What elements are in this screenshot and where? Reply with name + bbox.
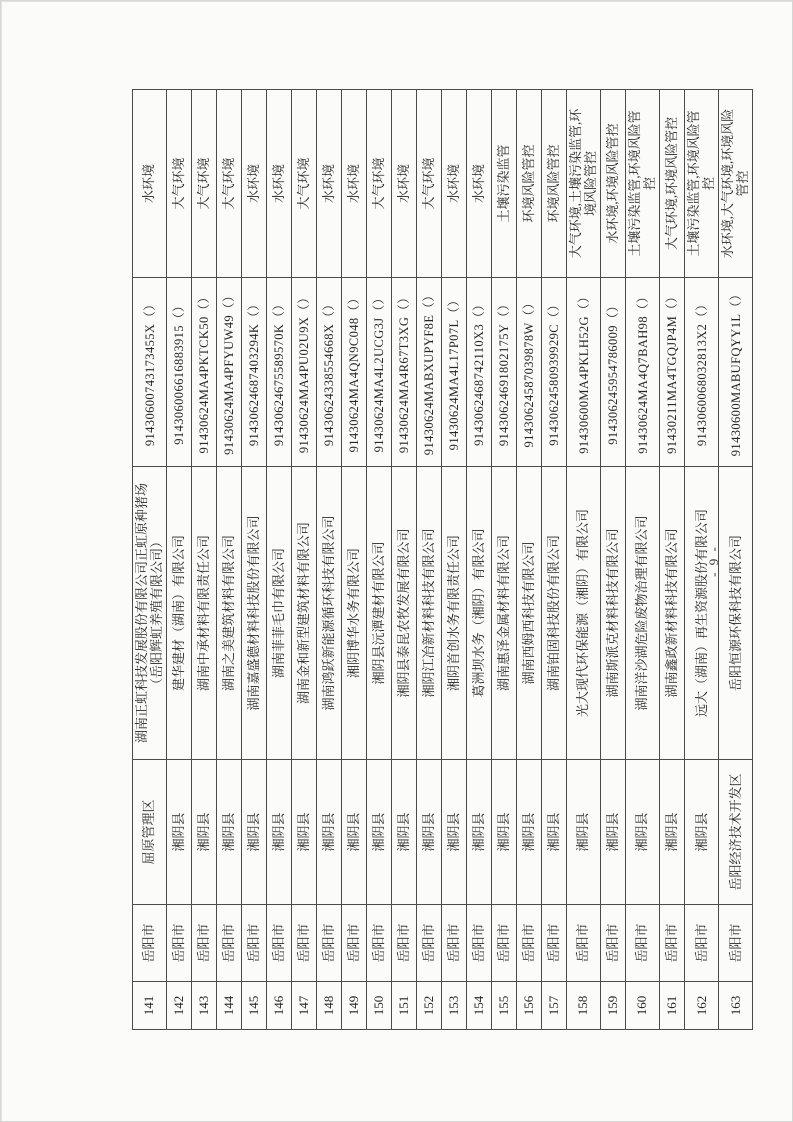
cell-serial-number: 150 — [367, 982, 392, 1030]
cell-serial-number: 146 — [267, 982, 292, 1030]
cell-company-name: 湘阴博华水务有限公司 — [342, 467, 367, 760]
cell-company-name: 湘阴县沅潭建材有限公司 — [367, 467, 392, 760]
cell-company-name: 湘阴江冶新材料科技有限公司 — [417, 467, 442, 760]
cell-company-name: 建华建材（湖南）有限公司 — [167, 467, 192, 760]
cell-serial-number: 160 — [626, 982, 660, 1030]
cell-district: 湘阴县 — [217, 760, 242, 905]
cell-city: 岳阳市 — [242, 905, 267, 982]
cell-category: 大气环境 — [217, 90, 242, 278]
table-row — [601, 90, 626, 1030]
cell-serial-number: 161 — [660, 982, 685, 1030]
cell-district: 湘阴县 — [685, 760, 719, 905]
cell-category: 水环境,大气环境,环境风险管控 — [719, 90, 753, 278]
cell-city: 岳阳市 — [626, 905, 660, 982]
cell-serial-number: 155 — [492, 982, 517, 1030]
cell-city: 岳阳市 — [367, 905, 392, 982]
cell-company-name: 光大现代环保能源（湘阴）有限公司 — [567, 467, 601, 760]
cell-category: 大气环境 — [167, 90, 192, 278]
cell-company-name: 湖南金和新型建筑材料有限公司 — [292, 467, 317, 760]
cell-district: 湘阴县 — [626, 760, 660, 905]
cell-category: 环境风险管控 — [517, 90, 542, 278]
cell-city: 岳阳市 — [217, 905, 242, 982]
cell-district: 湘阴县 — [292, 760, 317, 905]
cell-category: 大气环境,土壤污染监管,环境风险管控 — [567, 90, 601, 278]
table-row — [242, 90, 267, 1030]
cell-serial-number: 152 — [417, 982, 442, 1030]
cell-credit-code: 914306245954786009（） — [601, 278, 626, 467]
cell-credit-code: 9143060068032813X2（） — [685, 278, 719, 467]
cell-credit-code: 9143062468742110X3（） — [467, 278, 492, 467]
cell-category: 大气环境 — [292, 90, 317, 278]
cell-credit-code: 91430600743173455X（） — [133, 278, 167, 467]
cell-city: 岳阳市 — [267, 905, 292, 982]
table-row — [542, 90, 567, 1030]
cell-city: 岳阳市 — [719, 905, 753, 982]
cell-district: 湘阴县 — [567, 760, 601, 905]
cell-serial-number: 154 — [467, 982, 492, 1030]
cell-serial-number: 141 — [133, 982, 167, 1030]
cell-category: 大气环境 — [417, 90, 442, 278]
table-row — [267, 90, 292, 1030]
table-row — [217, 90, 242, 1030]
cell-category: 水环境 — [242, 90, 267, 278]
cell-company-name: 湖南之美建筑材料有限公司 — [217, 467, 242, 760]
cell-credit-code: 91430624587039878W（） — [517, 278, 542, 467]
cell-credit-code: 91430624338554668X（） — [317, 278, 342, 467]
cell-credit-code: 91430624MABXUPYF8E（） — [417, 278, 442, 467]
cell-credit-code: 91430624MA4PKTCK50（） — [192, 278, 217, 467]
cell-serial-number: 143 — [192, 982, 217, 1030]
cell-city: 岳阳市 — [660, 905, 685, 982]
cell-city: 岳阳市 — [292, 905, 317, 982]
cell-district: 湘阴县 — [192, 760, 217, 905]
cell-category: 水环境 — [392, 90, 417, 278]
cell-city: 岳阳市 — [542, 905, 567, 982]
table-row — [367, 90, 392, 1030]
cell-credit-code: 91430624MA4PU02U9X（） — [292, 278, 317, 467]
cell-city: 岳阳市 — [342, 905, 367, 982]
cell-city: 岳阳市 — [517, 905, 542, 982]
cell-category: 水环境 — [267, 90, 292, 278]
cell-city: 岳阳市 — [317, 905, 342, 982]
cell-city: 岳阳市 — [417, 905, 442, 982]
cell-city: 岳阳市 — [192, 905, 217, 982]
table-row — [392, 90, 417, 1030]
table-row — [192, 90, 217, 1030]
cell-district: 湘阴县 — [601, 760, 626, 905]
table-row — [626, 90, 660, 1030]
table-row — [442, 90, 467, 1030]
cell-credit-code: 91430624MA4PFYUW49（） — [217, 278, 242, 467]
cell-category: 大气环境 — [367, 90, 392, 278]
table-row — [133, 90, 167, 1030]
cell-company-name: 湖南嘉盛德材料科技股份有限公司 — [242, 467, 267, 760]
cell-category: 大气环境 — [192, 90, 217, 278]
cell-district: 湘阴县 — [392, 760, 417, 905]
cell-district: 湘阴县 — [517, 760, 542, 905]
cell-credit-code: 91430600MABUFQYY1L（） — [719, 278, 753, 467]
cell-serial-number: 149 — [342, 982, 367, 1030]
cell-serial-number: 156 — [517, 982, 542, 1030]
cell-credit-code: 91430624691802175Y（） — [492, 278, 517, 467]
cell-district: 湘阴县 — [317, 760, 342, 905]
cell-district: 湘阴县 — [167, 760, 192, 905]
cell-city: 岳阳市 — [442, 905, 467, 982]
cell-company-name: 湖南正虹科技发展股份有限公司正虹原种猪场（岳阳辉虹养殖有限公司） — [133, 467, 167, 760]
cell-credit-code: 91430624MA4Q7BAH98（） — [626, 278, 660, 467]
table-row — [342, 90, 367, 1030]
cell-city: 岳阳市 — [392, 905, 417, 982]
cell-city: 岳阳市 — [685, 905, 719, 982]
cell-serial-number: 145 — [242, 982, 267, 1030]
table-row — [467, 90, 492, 1030]
cell-city: 岳阳市 — [467, 905, 492, 982]
cell-company-name: 湖南菲菲毛巾有限公司 — [267, 467, 292, 760]
table-body — [133, 90, 753, 1030]
table-row — [567, 90, 601, 1030]
cell-credit-code: 91430624687403294K（） — [242, 278, 267, 467]
cell-credit-code: 91430624MA4L17P07L（） — [442, 278, 467, 467]
cell-city: 岳阳市 — [167, 905, 192, 982]
cell-district: 湘阴县 — [267, 760, 292, 905]
cell-district: 湘阴县 — [342, 760, 367, 905]
enterprise-table — [132, 89, 753, 1030]
cell-serial-number: 151 — [392, 982, 417, 1030]
cell-credit-code: 91430624580939929C（） — [542, 278, 567, 467]
cell-district: 湘阴县 — [492, 760, 517, 905]
cell-category: 土壤污染监管,环境风险管控 — [685, 90, 719, 278]
page-number: - 9 - — [706, 545, 721, 577]
cell-company-name: 湖南铂固科技股份有限公司 — [542, 467, 567, 760]
cell-serial-number: 142 — [167, 982, 192, 1030]
cell-category: 水环境,环境风险管控 — [601, 90, 626, 278]
cell-company-name: 湖南鸿跃新能源循环科技有限公司 — [317, 467, 342, 760]
table-row — [492, 90, 517, 1030]
cell-company-name: 湖南西姆西科技有限公司 — [517, 467, 542, 760]
cell-company-name: 葛洲坝水务（湘阴）有限公司 — [467, 467, 492, 760]
cell-serial-number: 153 — [442, 982, 467, 1030]
table-row — [292, 90, 317, 1030]
table-row — [660, 90, 685, 1030]
cell-category: 土壤污染监管,环境风险管控 — [626, 90, 660, 278]
cell-district: 湘阴县 — [242, 760, 267, 905]
cell-company-name: 湖南惠泽金属材料有限公司 — [492, 467, 517, 760]
cell-category: 水环境 — [133, 90, 167, 278]
cell-category: 大气环境,环境风险管控 — [660, 90, 685, 278]
cell-company-name: 湘阴首创水务有限责任公司 — [442, 467, 467, 760]
cell-serial-number: 162 — [685, 982, 719, 1030]
cell-company-name: 湘阴县泰昆农牧发展有限公司 — [392, 467, 417, 760]
cell-district: 湘阴县 — [660, 760, 685, 905]
cell-city: 岳阳市 — [492, 905, 517, 982]
cell-category: 水环境 — [467, 90, 492, 278]
cell-district: 湘阴县 — [542, 760, 567, 905]
cell-district: 湘阴县 — [367, 760, 392, 905]
table-row — [167, 90, 192, 1030]
cell-district: 岳阳经济技术开发区 — [719, 760, 753, 905]
cell-category: 水环境 — [442, 90, 467, 278]
cell-city: 岳阳市 — [567, 905, 601, 982]
cell-serial-number: 144 — [217, 982, 242, 1030]
cell-district: 湘阴县 — [467, 760, 492, 905]
table-row — [417, 90, 442, 1030]
cell-company-name: 湖南鑫政新材料科技有限公司 — [660, 467, 685, 760]
table-row — [517, 90, 542, 1030]
cell-credit-code: 91430624MA4L2UCG3J（） — [367, 278, 392, 467]
cell-serial-number: 148 — [317, 982, 342, 1030]
cell-credit-code: 91430600MA4PKLH52G（） — [567, 278, 601, 467]
cell-city: 岳阳市 — [133, 905, 167, 982]
cell-company-name: 远大（湖南）再生资源股份有限公司 — [685, 467, 719, 760]
cell-serial-number: 163 — [719, 982, 753, 1030]
table-row — [719, 90, 753, 1030]
cell-credit-code: 91430624MA4QN9C048（） — [342, 278, 367, 467]
cell-category: 水环境 — [342, 90, 367, 278]
cell-district: 屈原管理区 — [133, 760, 167, 905]
cell-serial-number: 159 — [601, 982, 626, 1030]
enterprise-table-container — [132, 90, 753, 1030]
cell-city: 岳阳市 — [601, 905, 626, 982]
cell-district: 湘阴县 — [417, 760, 442, 905]
cell-district: 湘阴县 — [442, 760, 467, 905]
cell-company-name: 岳阳恒源环保科技有限公司 — [719, 467, 753, 760]
table-row — [317, 90, 342, 1030]
cell-company-name: 湖南斯派克材料科技有限公司 — [601, 467, 626, 760]
cell-category: 环境风险管控 — [542, 90, 567, 278]
cell-credit-code: 91430211MA4TGQJP4M（） — [660, 278, 685, 467]
cell-serial-number: 157 — [542, 982, 567, 1030]
cell-company-name: 湖南中承材料有限责任公司 — [192, 467, 217, 760]
cell-category: 水环境 — [317, 90, 342, 278]
cell-credit-code: 91430624675589570K（） — [267, 278, 292, 467]
cell-company-name: 湖南洋沙湖危险废物治理有限公司 — [626, 467, 660, 760]
cell-serial-number: 158 — [567, 982, 601, 1030]
cell-category: 土壤污染监管 — [492, 90, 517, 278]
cell-credit-code: 914306006616883915（） — [167, 278, 192, 467]
cell-credit-code: 91430624MA4R67T3XG（） — [392, 278, 417, 467]
cell-serial-number: 147 — [292, 982, 317, 1030]
